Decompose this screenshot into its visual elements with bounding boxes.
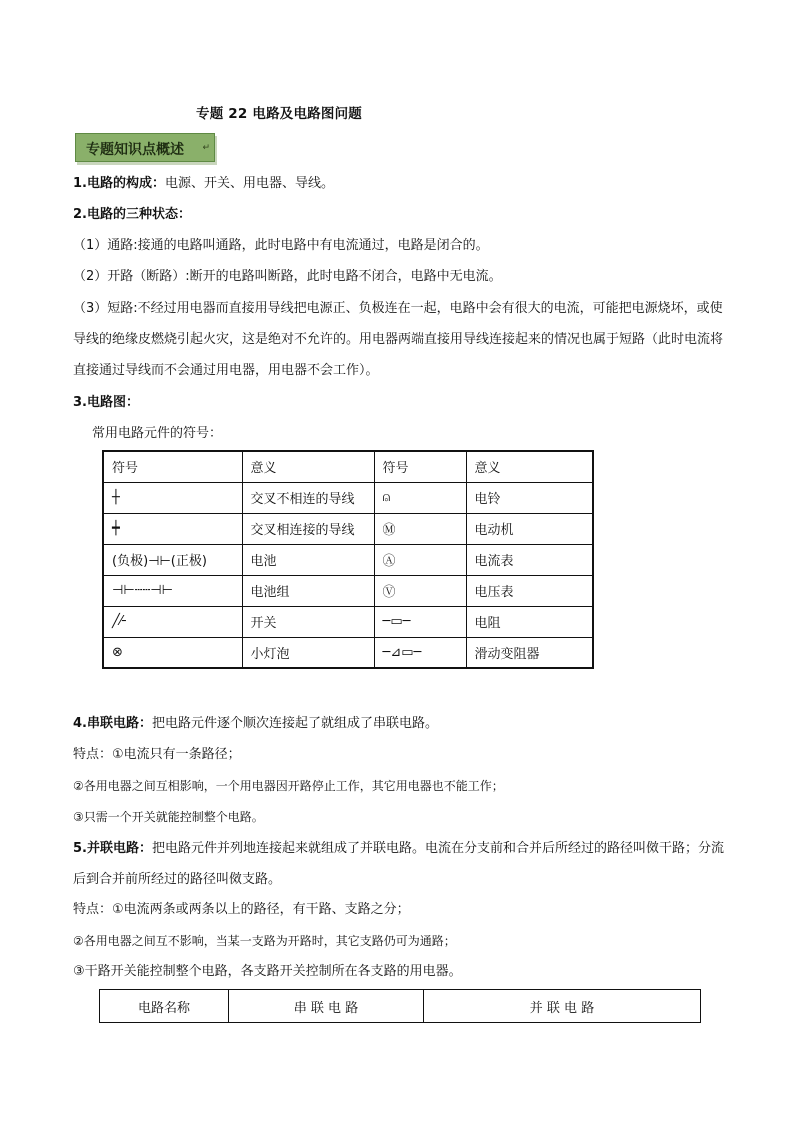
section-1 (73, 174, 334, 194)
table-row (103, 482, 593, 513)
ammeter-icon: Ⓐ (374, 544, 466, 575)
section-4-heading: 4.串联电路： (73, 716, 152, 731)
wire-cross-icon: ┼ (103, 482, 242, 513)
state-open-circuit-passage: （1）通路:接通的电路叫通路，此时电路中有电流通过，电路是闭合的。 (73, 238, 489, 253)
series-feature-2: ②各用电器之间互相影响，一个用电器因开路停止工作，其它用电器也不能工作； (73, 779, 504, 793)
parallel-feature-1: 特点：①电流两条或两条以上的路径，有干路、支路之分； (73, 902, 410, 917)
lamp-icon: ⊗ (103, 637, 242, 668)
table-row (100, 990, 701, 1023)
parallel-feature-3: ③干路开关能控制整个电路，各支路开关控制所在各支路的用电器。 (73, 964, 462, 979)
table-cell: 电动机 (466, 513, 593, 544)
header-cell: 电路名称 (100, 990, 229, 1023)
series-feature-1: 特点：①电流只有一条路径； (73, 747, 241, 762)
table-cell: 电流表 (466, 544, 593, 575)
section-4-text: 把电路元件逐个顺次连接起了就组成了串联电路。 (151, 716, 438, 731)
table-row (103, 513, 593, 544)
table-cell: 电池 (242, 544, 374, 575)
table-cell: 电池组 (242, 575, 374, 606)
header-cell: 意义 (242, 451, 374, 482)
header-cell: 符号 (103, 451, 242, 482)
section-tag (75, 133, 215, 162)
rheostat-icon: ─⊿▭─ (374, 637, 466, 668)
header-cell: 符号 (374, 451, 466, 482)
table-row (103, 637, 593, 668)
page-title: 专题 22 电路及电路图问题 (196, 106, 362, 122)
section-tag-label: 专题知识点概述 (86, 142, 184, 158)
return-mark-icon: ↵ (202, 143, 210, 153)
table-cell: 滑动变阻器 (466, 637, 593, 668)
section-5-text: 把电路元件并列地连接起来就组成了并联电路。电流在分支前和合并后所经过的路径叫傚干路；分流后到合并前所经过的路径叫傚支路。 (73, 841, 724, 887)
state-broken-circuit: （2）开路（断路）:断开的电路叫断路，此时电路不闭合，电路中无电流。 (73, 269, 502, 284)
table-cell: 开关 (242, 606, 374, 637)
header-cell: 串 联 电 路 (229, 990, 424, 1023)
table-cell: 交叉不相连的导线 (242, 482, 374, 513)
table-cell: 电压表 (466, 575, 593, 606)
section-1-text: 电源、开关、用电器、导线。 (164, 176, 334, 191)
series-feature-3: ③只需一个开关就能控制整个电路。 (73, 810, 264, 824)
symbol-table-caption: 常用电路元件的符号： (92, 426, 223, 441)
comparison-table (99, 989, 701, 1023)
section-1-heading: 1.电路的构成： (73, 176, 165, 191)
table-cell: 电铃 (466, 482, 593, 513)
bell-icon: ⍝ (374, 482, 466, 513)
table-cell: 小灯泡 (242, 637, 374, 668)
table-row (103, 544, 593, 575)
voltmeter-icon: Ⓥ (374, 575, 466, 606)
section-3-heading: 3.电路图： (73, 395, 139, 410)
resistor-icon: ─▭─ (374, 606, 466, 637)
table-row (103, 575, 593, 606)
parallel-feature-2: ②各用电器之间互不影响，当某一支路为开路时，其它支路仍可为通路； (73, 934, 456, 948)
symbol-table-header (103, 451, 593, 482)
section-5 (73, 833, 733, 895)
header-cell: 意义 (466, 451, 593, 482)
motor-icon: Ⓜ (374, 513, 466, 544)
table-cell: 交叉相连接的导线 (242, 513, 374, 544)
table-row (103, 606, 593, 637)
section-5-heading: 5.并联电路： (73, 841, 152, 856)
symbol-table (102, 450, 594, 669)
section-4 (73, 714, 438, 734)
table-cell: 电阻 (466, 606, 593, 637)
switch-icon: ╱⁄╴ (103, 606, 242, 637)
battery-icon: (负极)⊣⊢(正极) (103, 544, 242, 575)
state-short-circuit: （3）短路:不经过用电器而直接用导线把电源正、负极连在一起，电路中会有很大的电流，可能把电源烧坏，或使导线的绝缘皮燃烧引起火灾，这是绝对不允许的。用电器两端直接用导线连接起来的情况也属于短路（此时电流将直接通过导线而不会通过用电器，用电器不会工作）。 (73, 301, 724, 378)
section-2-heading: 2.电路的三种状态： (73, 207, 191, 222)
header-cell: 并 联 电 路 (424, 990, 701, 1023)
wire-junction-icon: ┿ (103, 513, 242, 544)
battery-pack-icon: ⊣⊢┄┄⊣⊢ (103, 575, 242, 606)
